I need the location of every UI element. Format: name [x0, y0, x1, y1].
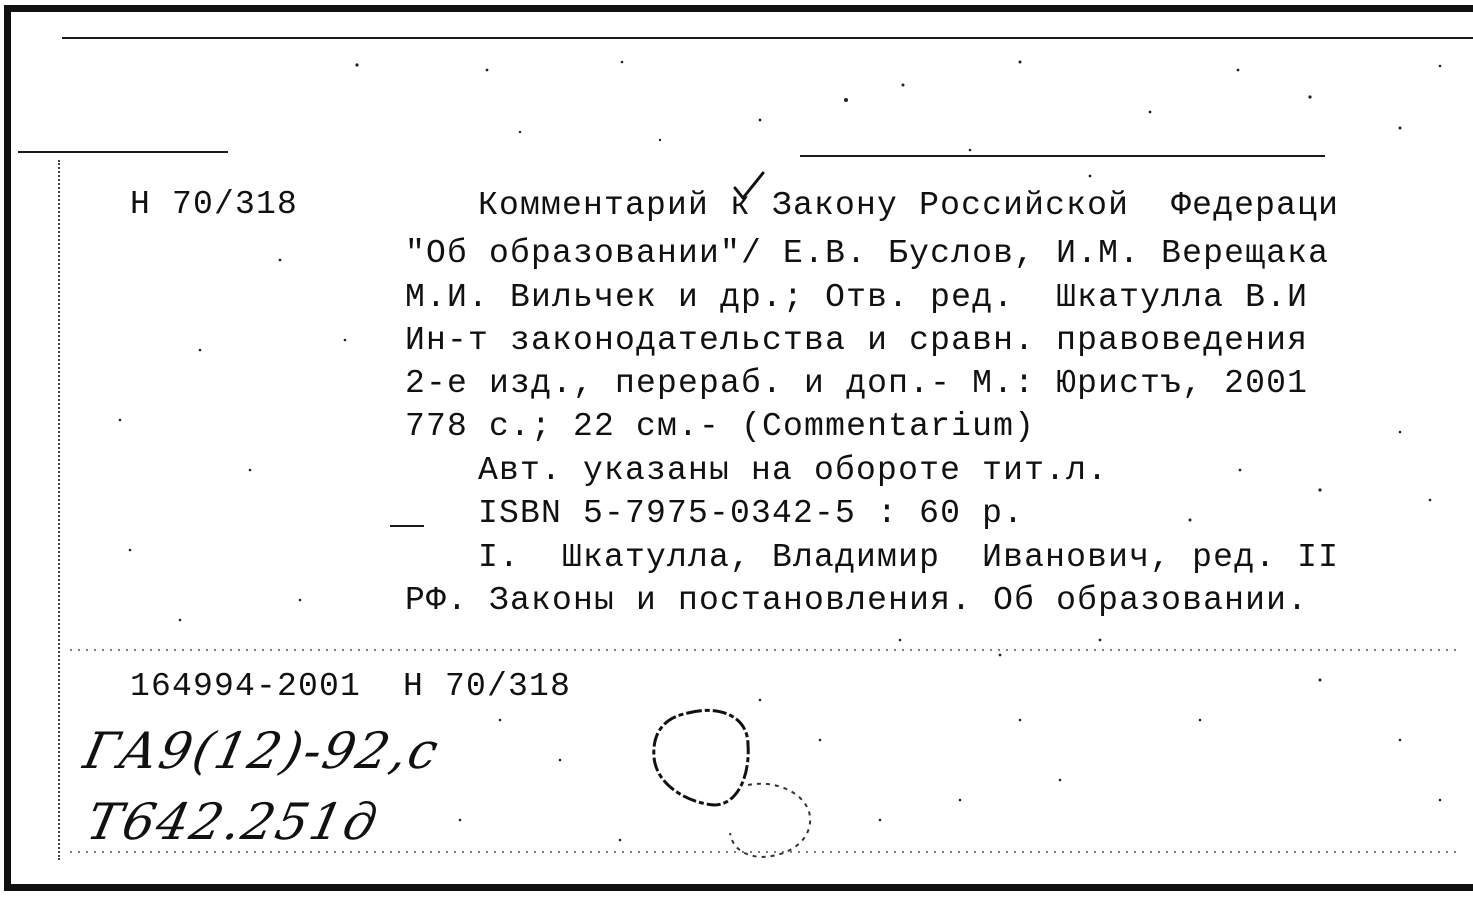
tracing-line: РФ. Законы и постановления. Об образовании.: [405, 582, 1309, 619]
body-line: Ин-т законодательства и сравн. правоведения: [405, 322, 1309, 359]
tracing-line: I. Шкатулла, Владимир Иванович, ред. II: [478, 539, 1340, 576]
call-number-top: Н 70/318: [130, 186, 299, 223]
annotation-line: Авт. указаны на обороте тит.л.: [478, 452, 1109, 489]
handwritten-classification: ГА9(12)-92,с: [78, 722, 446, 780]
body-line: 778 с.; 22 см.- (Commentarium): [405, 408, 1036, 445]
handwritten-shelf-mark: Т642.251д: [81, 793, 384, 851]
body-line: "Об образовании"/ Е.В. Буслов, И.М. Верещака: [405, 235, 1330, 272]
body-line: Комментарий к Закону Российской Федераци: [478, 187, 1340, 224]
body-line: 2-е изд., перераб. и доп.- М.: Юристъ, 2001: [405, 365, 1309, 402]
body-line: М.И. Вильчек и др.; Отв. ред. Шкатулла В.И: [405, 279, 1309, 316]
inventory-line: 164994-2001 Н 70/318: [130, 668, 572, 705]
isbn-line: ISBN 5-7975-0342-5 : 60 р.: [478, 495, 1025, 532]
